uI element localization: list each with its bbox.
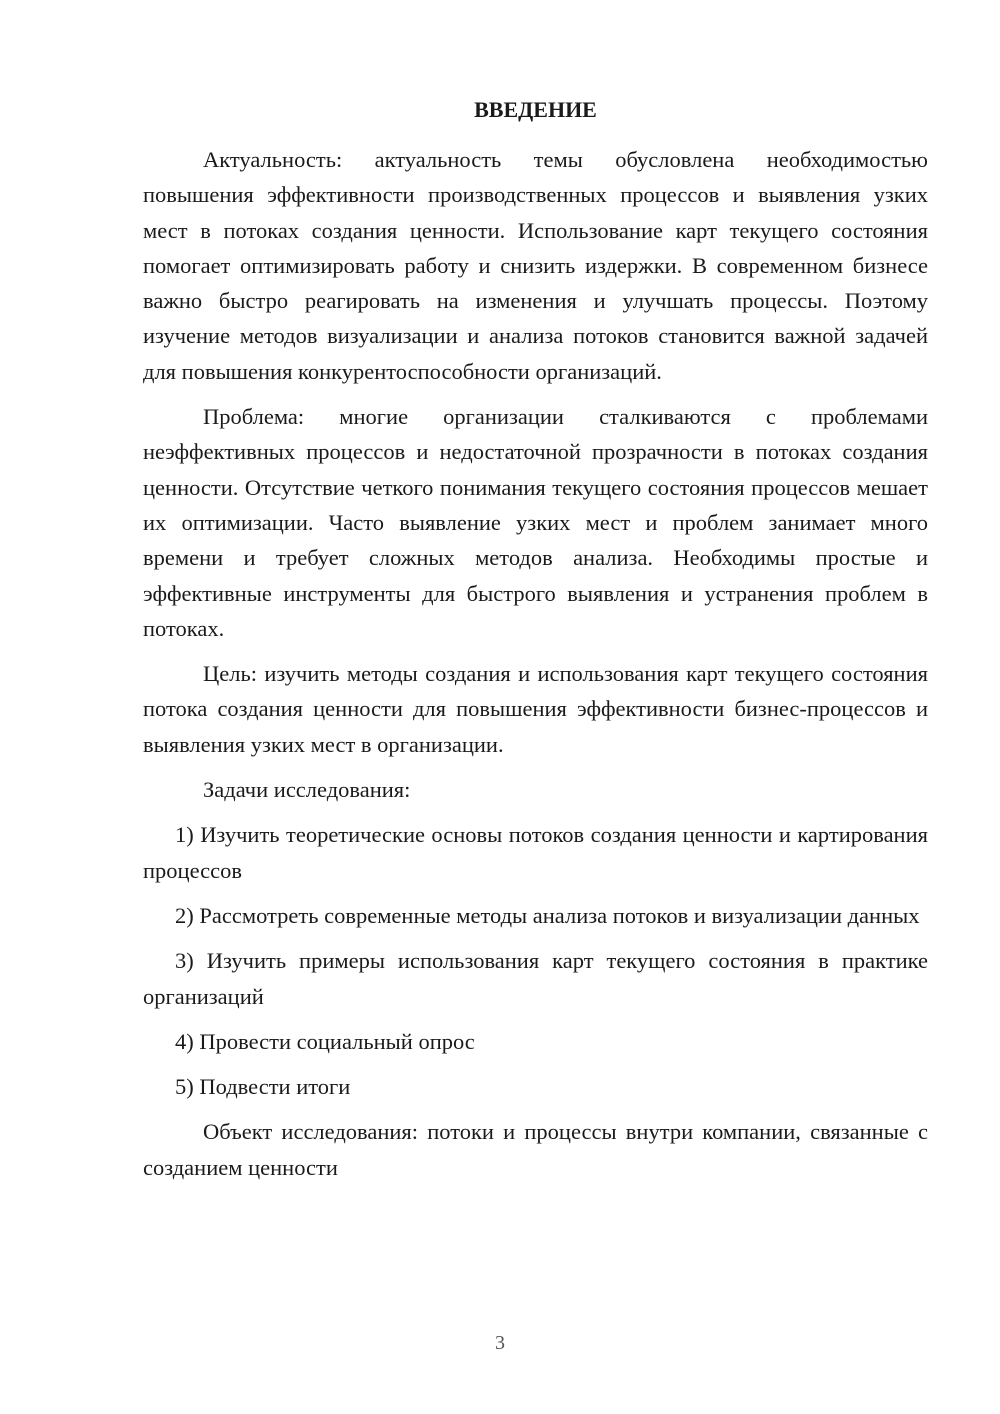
paragraph-problem: Проблема: многие организации сталкиваются с проблемами неэффективных процессов и недостаточной прозрачности в потоках создания ценности. Отсутствие четкого понимания текущего состояния процессов мешает их оптимизации. Часто выявление узких мест и проблем занимает много времени и требует сложных методов анализа. Необходимы простые и эффективные инструменты для быстрого выявления и устранения проблем в потоках. <box>143 404 928 641</box>
paragraph-relevance: Актуальность: актуальность темы обусловлена необходимостью повышения эффективности производственных процессов и выявления узких мест в потоках создания ценности. Использование карт текущего состояния помогает оптимизировать работу и снизить издержки. В современном бизнесе важно быстро реагировать на изменения и улучшать процессы. Поэтому изучение методов визуализации и анализа потоков становится важной задачей для повышения конкурентоспособности организаций. <box>143 147 928 384</box>
list-item: 2) Рассмотреть современные методы анализа потоков и визуализации данных <box>175 902 920 928</box>
list-item: 1) Изучить теоретические основы потоков создания ценности и картирования процессов <box>143 822 928 883</box>
list-item: 5) Подвести итоги <box>175 1074 351 1100</box>
page-number: 3 <box>495 1332 505 1354</box>
tasks-heading: Задачи исследования: <box>203 777 411 803</box>
document-page <box>143 92 928 1195</box>
list-item: 4) Провести социальный опрос <box>175 1028 475 1054</box>
page-title: ВВЕДЕНИЕ <box>474 97 597 122</box>
paragraph-goal: Цель: изучить методы создания и использования карт текущего состояния потока создания ценности для повышения эффективности бизнес-процессов и выявления узких мест в организации. <box>143 661 928 757</box>
paragraph-object: Объект исследования: потоки и процессы внутри компании, связанные с созданием ценности <box>143 1119 928 1180</box>
list-item: 3) Изучить примеры использования карт текущего состояния в практике организаций <box>143 948 928 1009</box>
